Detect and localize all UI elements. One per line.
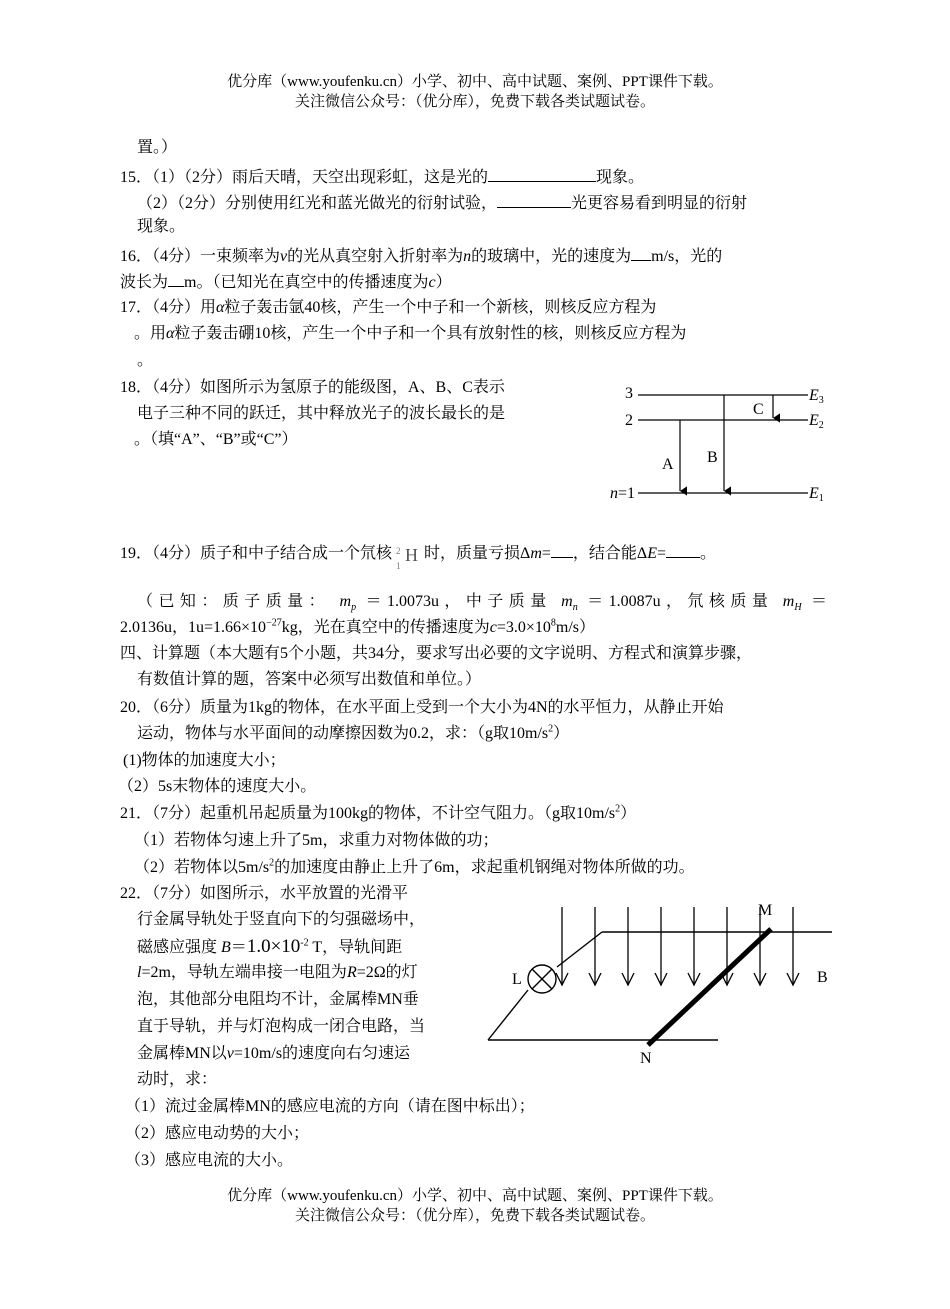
arrow-C-label: C: [753, 401, 764, 418]
q20-sub-2: （2）5s末物体的速度大小。: [118, 778, 317, 795]
E1-label: E1: [809, 485, 824, 504]
header-line-2: 关注微信公众号：（优分库），免费下载各类试题试卷。: [294, 94, 655, 110]
q16-line-1: 16．（4分）一束频率为v的光从真空射入折射率为n的玻璃中，光的速度为 m/s，光的: [120, 243, 722, 268]
q22-line-2: 行金属导轨处于竖直向下的匀强磁场中，: [137, 911, 426, 928]
section-4-line-2: 有数值计算的题，答案中必须写出数值和单位。）: [137, 671, 482, 688]
label-M: M: [758, 902, 773, 919]
q19-line-2: （已知：质子质量： $m_p =1.0073u$，中子质量 $m_n =1.0087u$，氘核质量 $m_H$ ＝: [137, 593, 828, 614]
answer-blank[interactable]: [631, 243, 651, 261]
q19-line-3: 2.0136u，$1u=1.66\times 10^{-27}kg$，光在真空中的传播速度为$c=3.0\times 10^8m/s$）: [120, 617, 595, 636]
deuterium-symbol: 2 1 H: [396, 545, 419, 571]
label-B: B: [817, 969, 828, 986]
rail-magnetic-field-diagram: [480, 895, 840, 1070]
q21-sub-1: （1）若物体匀速上升了5m，求重力对物体做的功；: [134, 832, 499, 849]
q22-sub-3: （3）感应电流的大小。: [125, 1152, 294, 1169]
answer-blank[interactable]: [551, 540, 573, 558]
q22-line-6: 直于导轨，并与灯泡构成一闭合电路，当: [137, 1018, 426, 1035]
E2-label: E2: [809, 412, 824, 431]
q22-sub-1: （1）流过金属棒MN的感应电流的方向（请在图中标出）；: [125, 1098, 535, 1115]
q21-sub-2: （2）若物体以$5m/s^2$的加速度由静止上升了6m，求起重机钢绳对物体所做的功。: [134, 857, 695, 876]
q22-sub-2: （2）感应电动势的大小；: [125, 1125, 310, 1142]
answer-blank[interactable]: [168, 269, 184, 287]
q17-line-1: 17．（4分）用α粒子轰击氩40核，产生一个中子和一个新核，则核反应方程为: [120, 299, 657, 316]
q22-line-8: 动时，求：: [137, 1071, 218, 1088]
q15-line-2: （2）（2分）分别使用红光和蓝光做光的衍射试验， 光更容易看到明显的衍射: [137, 190, 747, 215]
footer-line-2: 关注微信公众号：（优分库），免费下载各类试题试卷。: [294, 1208, 655, 1224]
q22-line-5: 泡，其他部分电阻均不计，金属棒MN垂: [137, 991, 419, 1008]
q15-line-1: 15．（1）（2分）雨后天晴，天空出现彩虹，这是光的 现象。: [120, 164, 644, 189]
level-1-label: n=1: [610, 485, 636, 502]
label-L: L: [512, 971, 522, 988]
q20-sub-1: (1)物体的加速度大小；: [123, 752, 286, 769]
q18-line-1: 18．（4分）如图所示为氢原子的能级图，A、B、C表示: [120, 379, 505, 396]
q18-line-3: 。（填“A”、“B”或“C”）: [134, 431, 298, 448]
q22-line-1: 22．（7分）如图所示，水平放置的光滑平: [120, 885, 409, 902]
q17-line-2: 。用α粒子轰击硼10核，产生一个中子和一个具有放射性的核，则核反应方程为: [134, 325, 687, 342]
answer-blank[interactable]: [666, 540, 700, 558]
q15-line-3: 现象。: [137, 218, 186, 235]
q17-line-3: 。: [137, 352, 154, 369]
q16-line-2: 波长为 m。（已知光在真空中的传播速度为c）: [120, 269, 452, 294]
footer-line-1: 优分库（www.youfenku.cn）小学、初中、高中试题、案例、PPT课件下载。: [227, 1188, 723, 1204]
q22-line-3: 磁感应强度 $B=1.0\times 10^{-2}$ T，导轨间距: [137, 936, 403, 957]
lamp-icon: [528, 965, 556, 993]
label-N: N: [640, 1050, 652, 1067]
arrow-A-label: A: [662, 456, 674, 473]
arrow-B-label: B: [707, 449, 718, 466]
q22-line-7: 金属棒MN以v=10m/s的速度向右匀速运: [137, 1045, 411, 1062]
answer-blank[interactable]: [488, 164, 596, 182]
header-line-1: 优分库（www.youfenku.cn）小学、初中、高中试题、案例、PPT课件下载。: [227, 74, 723, 90]
E3-label: E3: [809, 387, 824, 406]
q20-line-1: 20．（6分）质量为1kg的物体，在水平面上受到一个大小为4N的水平恒力，从静止开始: [120, 699, 724, 716]
metal-rod-MN: [648, 929, 771, 1045]
q22-line-4: l=2m，导轨左端串接一电阻为R=2Ω的灯: [137, 964, 418, 981]
answer-blank[interactable]: [497, 190, 571, 208]
q20-line-2: 运动，物体与水平面间的动摩擦因数为0.2，求：（g取$10m/s^2$）: [137, 723, 570, 742]
q18-line-2: 电子三种不同的跃迁，其中释放光子的波长最长的是: [137, 405, 506, 422]
q21-line-1: 21．（7分）起重机吊起质量为100kg的物体，不计空气阻力。（g取$10m/s^2$）: [120, 803, 637, 822]
level-2-label: 2: [625, 412, 633, 429]
left-connector-lower: [488, 990, 528, 1040]
energy-level-diagram: [600, 378, 840, 508]
level-3-label: 3: [625, 385, 633, 402]
q19-line-1: 19．（4分）质子和中子结合成一个氘核 2 1 H 时，质量亏损Δm= ，结合能ΔE= 。: [120, 540, 716, 565]
q14-tail: 置。）: [137, 139, 178, 156]
section-4-line-1: 四、计算题（本大题有5个小题，共34分，要求写出必要的文字说明、方程式和演算步骤，: [120, 645, 753, 662]
